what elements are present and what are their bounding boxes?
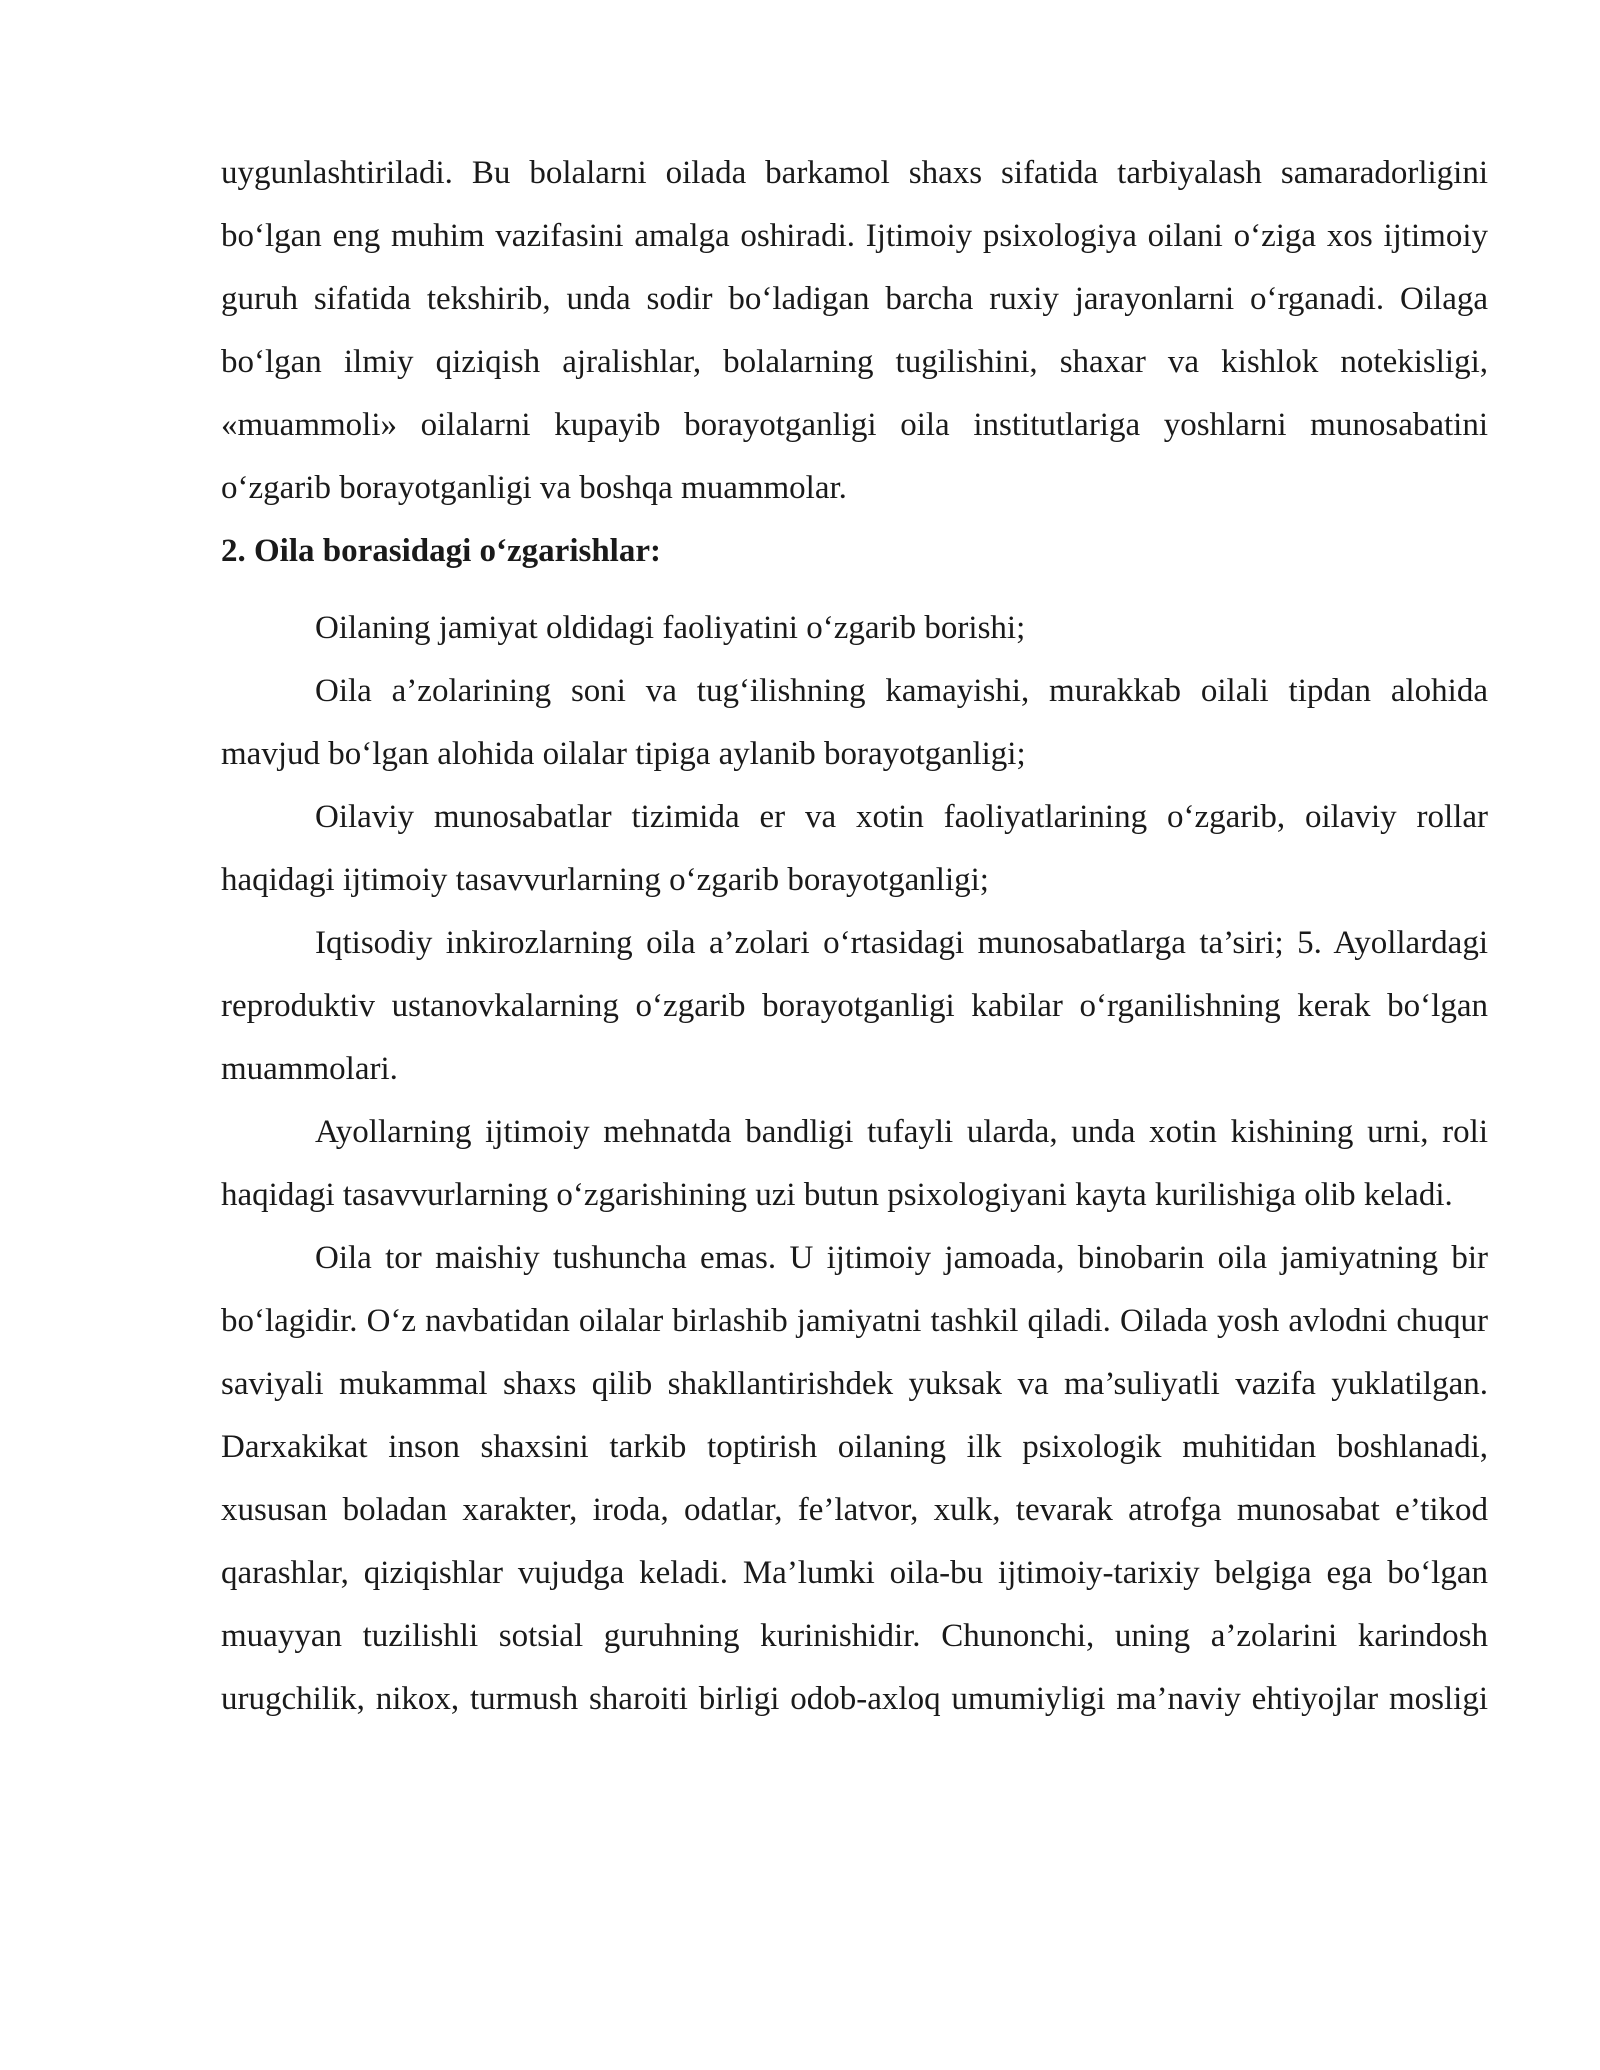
paragraph-women-employment: Ayollarning ijtimoiy mehnatda bandligi tufayli ularda, unda xotin kishining urni, roli haqidagi tasavvurlarning o‘zgarishining uzi butun psixologiyani kayta kurilishiga olib keladi. bbox=[221, 1114, 1488, 1213]
section-heading: 2. Oila borasidagi o‘zgarishlar: bbox=[221, 533, 661, 569]
paragraph-family-society: Oila tor maishiy tushuncha emas. U ijtimoiy jamoada, binobarin oila jamiyatning bir bo‘lagidir. O‘z navbatidan oilalar birlashib jamiyatni tashkil qiladi. Oilada yosh avlodni chuqur saviyali mukammal shaxs qilib shakllantirishdek yuksak va ma’suliyatli vazifa yuklatilgan. Darxakikat inson shaxsini tarkib toptirish oilaning ilk psixologik muhitidan boshlanadi, xususan boladan xarakter, iroda, odatlar, fe’latvor, xulk, tevarak atrofga munosabat e’tikod qarashlar, qiziqishlar vujudga keladi. Ma’lumki oila-bu ijtimoiy-tarixiy belgiga ega bo‘lgan muayyan tuzilishli sotsial guruhning kurinishidir. Chunonchi, uning a’zolarini karindosh urugchilik, nikox, turmush sharoiti birligi odob-axloq umumiyligi ma’naviy ehtiyojlar mosligi bbox=[221, 1240, 1488, 1717]
paragraph-change-3: Oilaviy munosabatlar tizimida er va xotin faoliyatlarining o‘zgarib, oilaviy rollar haqidagi ijtimoiy tasavvurlarning o‘zgarib borayotganligi; bbox=[221, 799, 1488, 898]
paragraph-change-4: Iqtisodiy inkirozlarning oila a’zolari o‘rtasidagi munosabatlarga ta’siri; 5. Ayollardagi reproduktiv ustanovkalarning o‘zgarib borayotganligi kabilar o‘rganilishning kerak bo‘lgan muammolari. bbox=[221, 925, 1488, 1087]
paragraph-change-1: Oilaning jamiyat oldidagi faoliyatini o‘zgarib borishi; bbox=[315, 610, 1026, 646]
paragraph-intro: uygunlashtiriladi. Bu bolalarni oilada barkamol shaxs sifatida tarbiyalash samaradorligini bo‘lgan eng muhim vazifasini amalga oshiradi. Ijtimoiy psixologiya oilani o‘ziga xos ijtimoiy guruh sifatida tekshirib, unda sodir bo‘ladigan barcha ruxiy jarayonlarni o‘rganadi. Oilaga bo‘lgan ilmiy qiziqish ajralishlar, bolalarning tugilishini, shaxar va kishlok notekisligi, «muammoli» oilalarni kupayib borayotganligi oila institutlariga yoshlarni munosabatini o‘zgarib borayotganligi va boshqa muammolar. bbox=[221, 155, 1488, 506]
document-body bbox=[221, 142, 1488, 1731]
paragraph-change-2: Oila a’zolarining soni va tug‘ilishning kamayishi, murakkab oilali tipdan alohida mavjud bo‘lgan alohida oilalar tipiga aylanib borayotganligi; bbox=[221, 673, 1488, 772]
